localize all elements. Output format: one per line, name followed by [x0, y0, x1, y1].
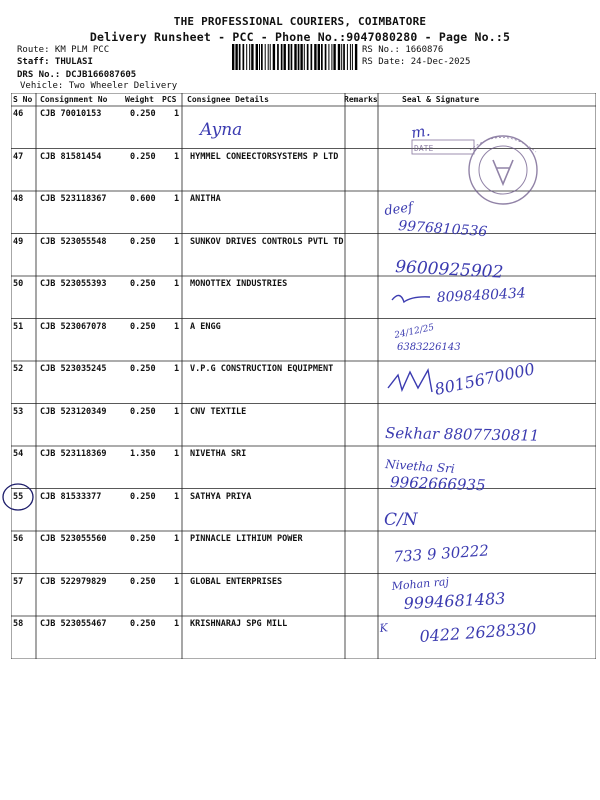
row-consignment: CJB 523067078: [40, 322, 107, 332]
route-label: Route: KM PLM PCC: [17, 45, 110, 55]
row-consignment: CJB 523055548: [40, 237, 107, 247]
row-consignment: CJB 523118369: [40, 449, 107, 459]
signature-row-46-seal: m.: [410, 121, 432, 142]
barcode-bar: [239, 44, 241, 70]
stamp-date-label: DATE: [414, 144, 434, 153]
row-weight: 0.250: [130, 364, 156, 374]
row-sno: 52: [13, 364, 24, 374]
row-pcs: 1: [174, 322, 180, 332]
row-weight: 0.250: [130, 237, 156, 247]
row-consignment: CJB 523118367: [40, 194, 107, 204]
row-consignee: SATHYA PRIYA: [190, 492, 252, 502]
row-weight: 0.250: [130, 577, 156, 587]
col-header-remarks: Remarks: [344, 95, 378, 104]
row-sno: 51: [13, 322, 24, 332]
row-consignment: CJB 523035245: [40, 364, 107, 374]
row-consignee: NIVETHA SRI: [190, 449, 247, 459]
barcode-bar: [314, 44, 316, 70]
barcode-bar: [232, 44, 234, 70]
signature-row-52-phone: 8015670000: [432, 359, 537, 399]
row-consignment: CJB 81533377: [40, 492, 102, 502]
barcode-bar: [251, 44, 253, 70]
barcode-bar: [311, 44, 313, 70]
barcode-bar: [277, 44, 279, 70]
row-pcs: 1: [174, 407, 180, 417]
barcode-bar: [284, 44, 286, 70]
row-pcs: 1: [174, 152, 180, 162]
barcode-bar: [350, 44, 351, 70]
row-sno: 55: [13, 492, 24, 502]
signature-row-58-mark: K: [378, 621, 389, 635]
barcode-bar: [325, 44, 327, 70]
barcode-bar: [288, 44, 290, 70]
barcode-bar: [246, 44, 247, 70]
barcode-bar: [347, 44, 348, 70]
row-consignee: SUNKOV DRIVES CONTROLS PVTL TD: [190, 237, 344, 247]
row-sno: 47: [13, 152, 24, 162]
row-pcs: 1: [174, 279, 180, 289]
row-sno: 48: [13, 194, 24, 204]
barcode-bar: [270, 44, 271, 70]
row-consignment: CJB 523055560: [40, 534, 107, 544]
signature-row-57-name: Mohan raj: [391, 575, 450, 593]
row-consignee: ANITHA: [190, 194, 221, 204]
barcode-bar: [243, 44, 245, 70]
barcode-bar: [259, 44, 260, 70]
barcode-bar: [265, 44, 266, 70]
row-weight: 0.250: [130, 534, 156, 544]
barcode-bar: [328, 44, 329, 70]
barcode-bar: [321, 44, 323, 70]
barcode: [232, 44, 358, 70]
sheet-title: Delivery Runsheet - PCC - Phone No.:9047080280 - Page No.:5: [89, 30, 511, 44]
row-pcs: 1: [174, 237, 180, 247]
row-weight: 0.600: [130, 194, 156, 204]
row-weight: 0.250: [130, 407, 156, 417]
row-consignee: HYMMEL CONEECTORSYSTEMS P LTD: [190, 152, 339, 162]
row-consignee: PINNACLE LITHIUM POWER: [190, 534, 303, 544]
row-weight: 0.250: [130, 109, 156, 119]
col-header-pcs: PCS: [162, 95, 177, 104]
row-weight: 0.250: [130, 492, 156, 502]
signature-row-54-name: Nivetha Sri: [384, 457, 456, 476]
row-pcs: 1: [174, 577, 180, 587]
signature-row-49-phone: 9600925902: [394, 257, 504, 283]
company-title: THE PROFESSIONAL COURIERS, COIMBATORE: [173, 15, 427, 28]
barcode-bar: [291, 44, 293, 70]
signature-row-51-date: 24/12/25: [393, 322, 436, 341]
row-sno: 50: [13, 279, 24, 289]
row-sno: 57: [13, 577, 24, 587]
row-pcs: 1: [174, 194, 180, 204]
barcode-bar: [273, 44, 275, 70]
signature-row-46: Ayna: [200, 120, 243, 140]
rs-date: RS Date: 24-Dec-2025: [362, 57, 471, 67]
row-weight: 0.250: [130, 322, 156, 332]
row-consignment: CJB 523120349: [40, 407, 107, 417]
staff-label: Staff: THULASI: [17, 57, 93, 67]
row-consignee: KRISHNARAJ SPG MILL: [190, 619, 288, 629]
row-pcs: 1: [174, 109, 180, 119]
row-pcs: 1: [174, 619, 180, 629]
barcode-bar: [256, 44, 258, 70]
row-sno: 49: [13, 237, 24, 247]
row-weight: 1.350: [130, 449, 156, 459]
barcode-bar: [300, 44, 302, 70]
signature-row-57-phone: 9994681483: [403, 588, 506, 613]
row-consignee: V.P.G CONSTRUCTION EQUIPMENT: [190, 364, 334, 374]
col-header-consignee: Consignee Details: [187, 95, 269, 104]
barcode-bar: [294, 44, 296, 70]
barcode-bar: [343, 44, 345, 70]
barcode-bar: [281, 44, 283, 70]
row-consignment: CJB 81581454: [40, 152, 102, 162]
barcode-bar: [355, 44, 357, 70]
row-consignment: CJB 523055393: [40, 279, 107, 289]
rs-number: RS No.: 1660876: [362, 45, 444, 55]
row-pcs: 1: [174, 492, 180, 502]
barcode-bar: [261, 44, 263, 70]
row-pcs: 1: [174, 364, 180, 374]
barcode-bar: [331, 44, 332, 70]
col-header-sno: S No: [13, 95, 33, 104]
row-weight: 0.250: [130, 152, 156, 162]
barcode-bar: [268, 44, 269, 70]
drs-number: DRS No.: DCJB166087605: [17, 70, 137, 80]
signature-row-55: C/N: [384, 510, 418, 530]
barcode-bar: [307, 44, 309, 70]
row-consignment: CJB 522979829: [40, 577, 107, 587]
signature-row-48-phone: 9976810536: [397, 218, 488, 241]
barcode-bar: [304, 44, 305, 70]
signature-row-54-phone: 9962666935: [389, 473, 486, 495]
row-sno: 54: [13, 449, 24, 459]
signature-row-56: 733 9 30222: [393, 541, 490, 566]
signature-row-58-phone: 0422 2628330: [418, 618, 538, 646]
barcode-bar: [341, 44, 342, 70]
barcode-bar: [235, 44, 237, 70]
runsheet-table-grid: [11, 93, 596, 659]
signature-row-50-phone: 8098480434: [436, 285, 527, 306]
signature-row-48-name: deef: [383, 200, 414, 219]
row-weight: 0.250: [130, 279, 156, 289]
barcode-bar: [352, 44, 353, 70]
row-consignment: CJB 523055467: [40, 619, 107, 629]
barcode-bar: [249, 44, 250, 70]
vehicle-label: Vehicle: Two Wheeler Delivery: [20, 81, 178, 91]
col-header-weight: Weight: [125, 95, 154, 104]
row-pcs: 1: [174, 449, 180, 459]
row-consignee: CNV TEXTILE: [190, 407, 247, 417]
row-consignee: GLOBAL ENTERPRISES: [190, 577, 283, 587]
row-consignee: A ENGG: [190, 322, 221, 332]
barcode-bar: [338, 44, 340, 70]
row-sno: 58: [13, 619, 24, 629]
barcode-bar: [333, 44, 335, 70]
signature-row-51-phone: 6383226143: [397, 342, 461, 353]
col-header-seal-signature: Seal & Signature: [402, 95, 480, 104]
row-weight: 0.250: [130, 619, 156, 629]
row-sno: 53: [13, 407, 24, 417]
row-sno: 56: [13, 534, 24, 544]
signature-row-53: Sekhar 8807730811: [384, 424, 540, 445]
row-consignment: CJB 70010153: [40, 109, 102, 119]
row-consignee: MONOTTEX INDUSTRIES: [190, 279, 288, 289]
row-pcs: 1: [174, 534, 180, 544]
row-sno: 46: [13, 109, 24, 119]
barcode-bar: [318, 44, 320, 70]
col-header-consignment: Consignment No: [40, 95, 108, 104]
barcode-bar: [298, 44, 300, 70]
